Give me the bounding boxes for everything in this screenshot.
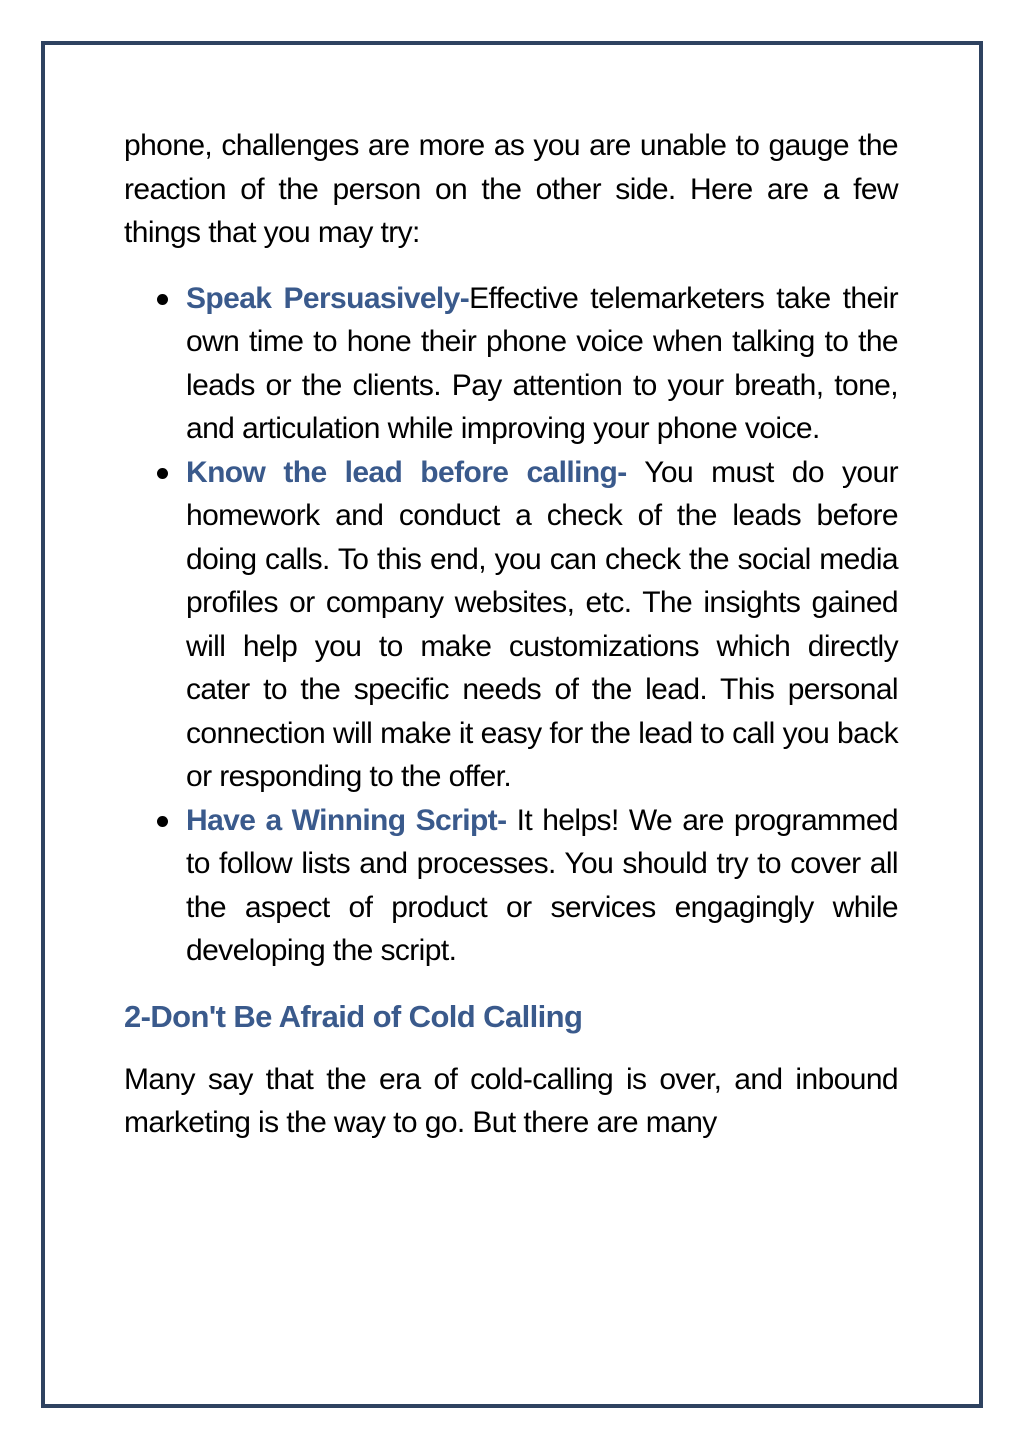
section-heading: 2-Don't Be Afraid of Cold Calling: [124, 998, 583, 1034]
bullet-text: Effective telemarketers take their own time to hone their phone voice when talking to the leads or the clients. Pay attention to your breath, tone, and articulation while improving your phone voice.: [186, 281, 899, 445]
list-item: [124, 277, 898, 451]
document-body: [124, 124, 898, 1145]
bullet-icon: [157, 468, 168, 479]
bullet-term: Have a Winning Script-: [186, 803, 507, 837]
list-item: [124, 451, 898, 799]
bullet-text: You must do your homework and conduct a check of the leads before doing calls. To this end, you can check the social media profiles or company websites, etc. The insights gained will help you to make customizations which directly cater to the specific needs of the lead. This personal connection will make it easy for the lead to call you back or responding to the offer.: [186, 455, 898, 793]
bullet-term: Know the lead before calling-: [186, 455, 627, 489]
section-paragraph: Many say that the era of cold-calling is over, and inbound marketing is the way to go. But there are many: [124, 1062, 898, 1139]
tips-list: [124, 277, 898, 973]
intro-paragraph: phone, challenges are more as you are unable to gauge the reaction of the person on the other side. Here are a few things that you may try:: [124, 129, 898, 249]
list-item: [124, 799, 898, 973]
bullet-icon: [157, 816, 168, 827]
bullet-icon: [157, 294, 168, 305]
bullet-term: Speak Persuasively-: [186, 281, 470, 315]
bullet-text: It helps! We are programmed to follow lists and processes. You should try to cover all the aspect of product or services engagingly while developing the script.: [186, 803, 898, 967]
